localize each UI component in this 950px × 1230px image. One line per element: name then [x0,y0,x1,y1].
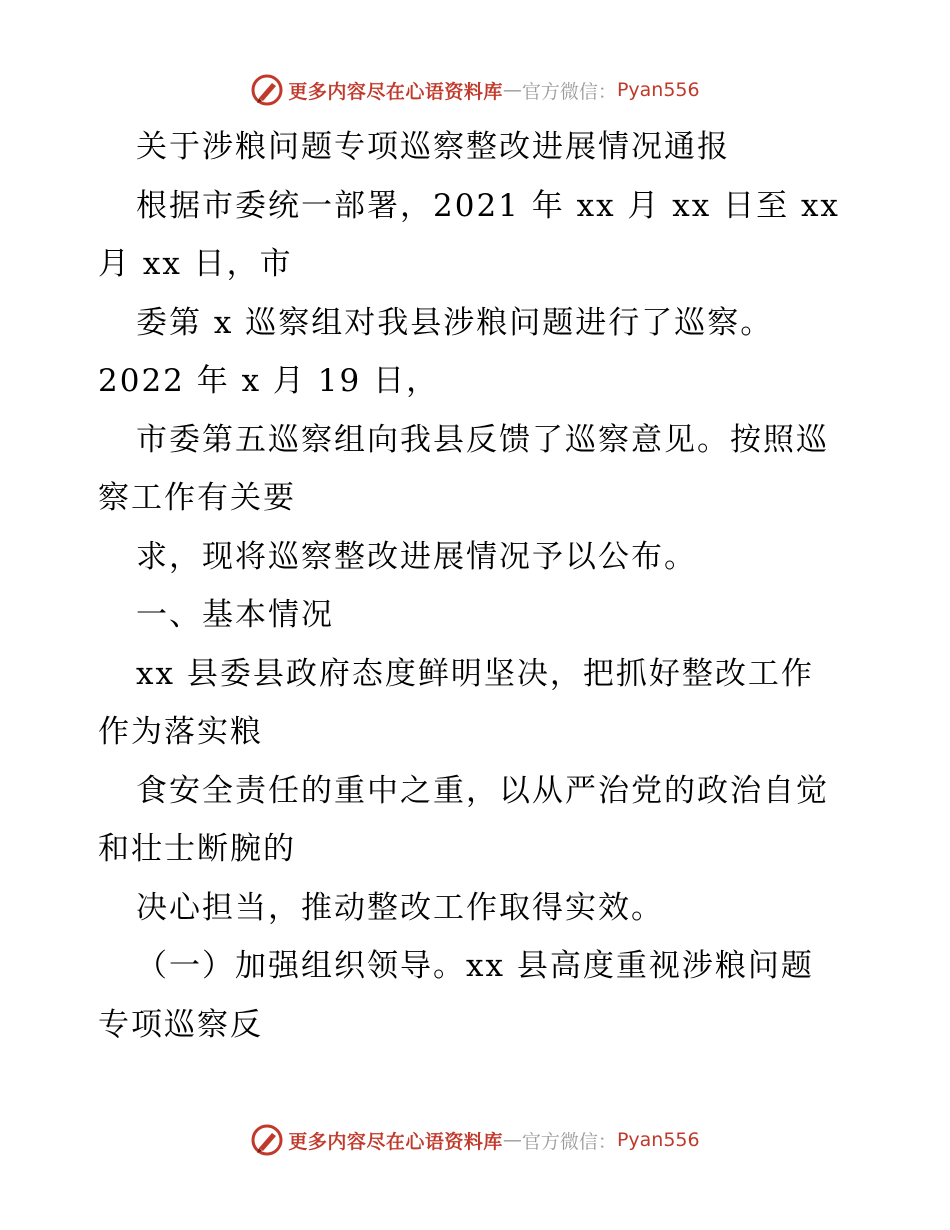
document-line: 月 xx 日，市 [98,246,293,282]
watermark-id: Pyan556 [616,1129,700,1151]
watermark-brand: 更多内容尽在心语资料库 [288,80,503,103]
watermark-id: Pyan556 [616,79,700,101]
document-line: 作为落实粮 [98,714,263,750]
watermark-dash: — [502,1129,522,1151]
document-body [98,118,858,1054]
document-line: 一、基本情况 [136,597,334,633]
header-watermark [0,70,950,110]
document-line: 关于涉粮问题专项巡察整改进展情况通报 [136,129,730,165]
watermark-dash: — [502,79,522,101]
document-line: 专项巡察反 [98,1006,263,1043]
watermark-label: 官方微信： [521,80,617,103]
document-line: （一）加强组织领导。xx 县高度重视涉粮问题 [136,948,814,984]
document-line: 察工作有关要 [98,480,296,516]
watermark-label: 官方微信： [521,1130,617,1153]
document-line: 决心担当，推动整改工作取得实效。 [136,889,664,926]
document-line: 求，现将巡察整改进展情况予以公布。 [136,538,697,575]
pen-logo-icon [250,73,284,107]
document-line: 市委第五巡察组向我县反馈了巡察意见。按照巡 [136,421,829,458]
watermark-brand: 更多内容尽在心语资料库 [288,1130,503,1153]
document-line: 根据市委统一部署，2021 年 xx 月 xx 日至 xx [136,187,840,224]
document-line: 委第 x 巡察组对我县涉粮问题进行了巡察。 [136,304,774,341]
document-line: 和壮士断腕的 [98,831,296,867]
footer-watermark [0,1120,950,1160]
document-line: 食安全责任的重中之重，以从严治党的政治自觉 [136,772,829,809]
document-line: xx 县委县政府态度鲜明坚决，把抓好整改工作 [136,655,814,692]
document-line: 2022 年 x 月 19 日， [98,363,440,399]
pen-logo-icon [250,1123,284,1157]
